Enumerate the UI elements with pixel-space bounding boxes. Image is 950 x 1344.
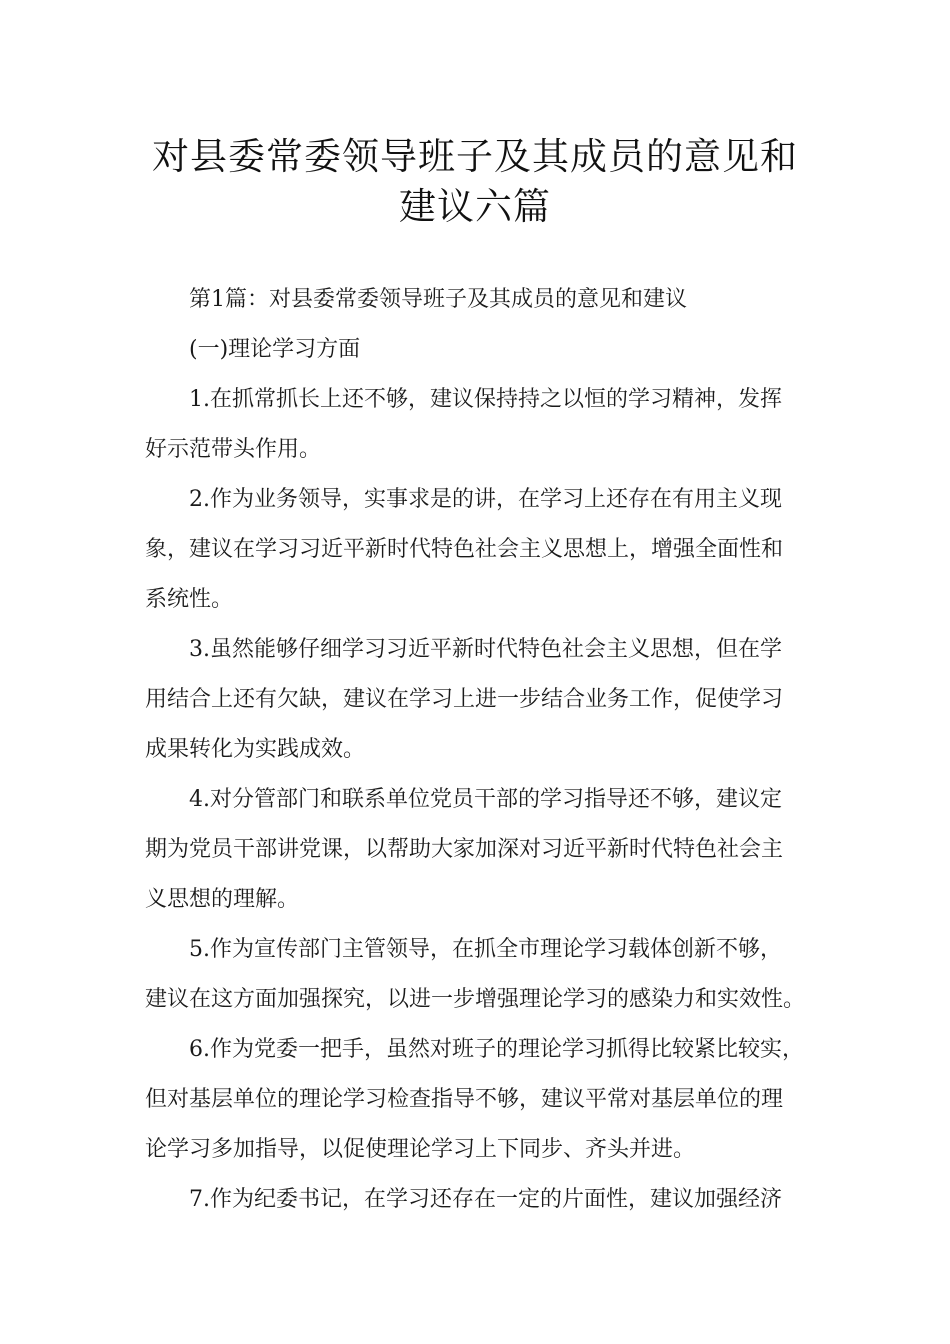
paragraph-3-line-2: 用结合上还有欠缺，建议在学习上进一步结合业务工作，促使学习 bbox=[145, 687, 784, 712]
paragraph-2-line-3: 系统性。 bbox=[145, 587, 234, 612]
paragraph-6-line-2: 但对基层单位的理论学习检查指导不够，建议平常对基层单位的理 bbox=[145, 1087, 784, 1112]
paragraph-4-line-2: 期为党员干部讲党课，以帮助大家加深对习近平新时代特色社会主 bbox=[145, 837, 784, 862]
paragraph-4-line-3: 义思想的理解。 bbox=[145, 887, 300, 912]
paragraph-1-line-1: 1.在抓常抓长上还不够，建议保持持之以恒的学习精神，发挥 bbox=[189, 387, 782, 412]
paragraph-2-line-2: 象，建议在学习习近平新时代特色社会主义思想上，增强全面性和 bbox=[145, 537, 784, 562]
paragraph-5-line-2: 建议在这方面加强探究，以进一步增强理论学习的感染力和实效性。 bbox=[145, 987, 806, 1012]
paragraph-6-line-1: 6.作为党委一把手，虽然对班子的理论学习抓得比较紧比较实， bbox=[189, 1037, 804, 1062]
paragraph-3-line-3: 成果转化为实践成效。 bbox=[145, 737, 366, 762]
section-heading: 第1篇：对县委常委领导班子及其成员的意见和建议 bbox=[189, 287, 687, 312]
paragraph-7-line-1: 7.作为纪委书记，在学习还存在一定的片面性，建议加强经济 bbox=[189, 1187, 782, 1212]
paragraph-4-line-1: 4.对分管部门和联系单位党员干部的学习指导还不够，建议定 bbox=[189, 787, 782, 812]
document-title-line-2: 建议六篇 bbox=[399, 185, 551, 228]
paragraph-3-line-1: 3.虽然能够仔细学习习近平新时代特色社会主义思想，但在学 bbox=[189, 637, 782, 662]
paragraph-2-line-1: 2.作为业务领导，实事求是的讲，在学习上还存在有用主义现 bbox=[189, 487, 782, 512]
paragraph-5-line-1: 5.作为宣传部门主管领导，在抓全市理论学习载体创新不够， bbox=[189, 937, 782, 962]
paragraph-6-line-3: 论学习多加指导，以促使理论学习上下同步、齐头并进。 bbox=[145, 1137, 696, 1162]
document-title-line-1: 对县委常委领导班子及其成员的意见和 bbox=[152, 135, 798, 178]
subheading: (一)理论学习方面 bbox=[189, 337, 361, 362]
paragraph-1-line-2: 好示范带头作用。 bbox=[145, 437, 322, 462]
